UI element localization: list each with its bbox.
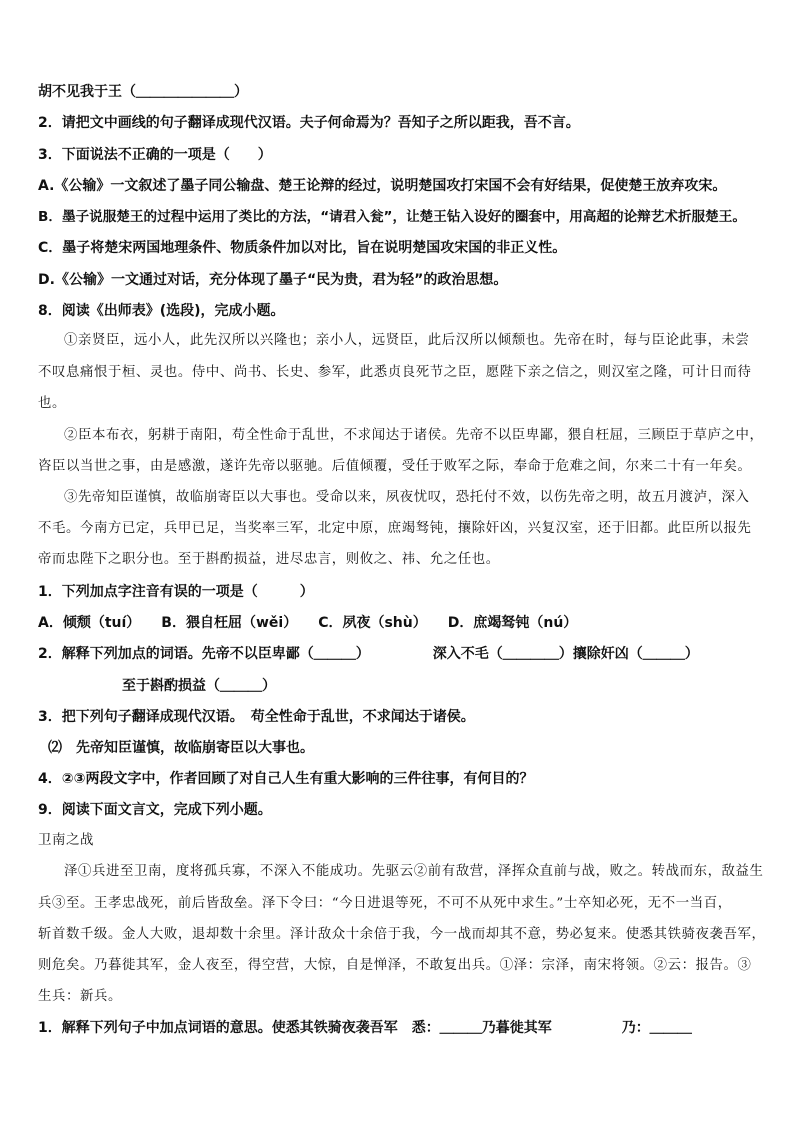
passage-line: 生兵：新兵。 <box>38 989 122 1004</box>
option-line: B．墨子说服楚王的过程中运用了类比的方法，“请君入瓮”，让楚王钻入设好的圈套中，用高超的论辩艺术折服楚王。 <box>38 209 746 225</box>
question-line: 2．请把文中画线的句子翻译成现代汉语。夫子何命焉为？吾知子之所以距我，吾不言。 <box>38 115 580 131</box>
passage-line: 则危矣。乃暮徙其军，金人夜至，得空营，大惊，自是惮泽，不敢复出兵。①泽：宗泽，南宋将领。②云：报告。③ <box>38 958 752 973</box>
question-line: 3．下面说法不正确的一项是（ ） <box>38 147 272 163</box>
text-line: 胡不见我于王（＿＿＿＿＿＿＿） <box>38 84 248 100</box>
passage-line: 帝而忠陛下之职分也。至于斟酌损益，进尽忠言，则攸之、祎、允之任也。 <box>38 552 500 567</box>
passage-line: 兵③至。王孝忠战死，前后皆敌垒。泽下令曰：“今日进退等死，不可不从死中求生。”士卒知必死，无不一当百， <box>38 896 732 911</box>
passage-line: ③先帝知臣谨慎，故临崩寄臣以大事也。受命以来，夙夜忧叹，恐托付不效，以伤先帝之明，故五月渡泸，深入 <box>64 490 750 505</box>
passage-line: 咨臣以当世之事，由是感激，遂许先帝以驱驰。后值倾覆，受任于败军之际，奉命于危难之间，尔来二十有一年矣。 <box>38 459 752 474</box>
question-line: 2．解释下列加点的词语。先帝不以臣卑鄙（＿＿＿） 深入不毛（＿＿＿＿）攘除奸凶（＿＿＿） <box>38 646 699 662</box>
question-line: 4．②③两段文字中，作者回顾了对自己人生有重大影响的三件往事，有何目的？ <box>38 771 534 787</box>
question-line: 3．把下列句子翻译成现代汉语。 苟全性命于乱世，不求闻达于诸侯。 <box>38 709 475 725</box>
passage-line: ①亲贤臣，远小人，此先汉所以兴隆也；亲小人，远贤臣，此后汉所以倾颓也。先帝在时，每与臣论此事，未尝 <box>64 333 750 348</box>
option-line: A．倾颓（tuí） B．猥自枉屈（wěi） C．夙夜（shù） D．庶竭驽钝（nú） <box>38 615 578 631</box>
passage-line: 不叹息痛恨于桓、灵也。侍中、尚书、长史、参军，此悉贞良死节之臣，愿陛下亲之信之，则汉室之隆，可计日而待 <box>38 365 752 380</box>
passage-line: ②臣本布衣，躬耕于南阳，苟全性命于乱世，不求闻达于诸侯。先帝不以臣卑鄙，猥自枉屈，三顾臣于草庐之中， <box>64 428 764 443</box>
question-line: 8．阅读《出师表》(选段)，完成小题。 <box>38 303 285 319</box>
passage-line: 泽①兵进至卫南，度将孤兵寡，不深入不能成功。先驱云②前有敌营，泽挥众直前与战，败之。转战而东，敌益生 <box>64 864 764 879</box>
question-line: 1．下列加点字注音有误的一项是（ ） <box>38 584 314 600</box>
passage-title: 卫南之战 <box>38 833 94 848</box>
question-line: 9．阅读下面文言文，完成下列小题。 <box>38 802 272 818</box>
question-line: 1．解释下列句子中加点词语的意思。使悉其铁骑夜袭吾军 悉：＿＿＿乃暮徙其军 乃：＿＿＿ <box>38 1020 692 1036</box>
question-line: 至于斟酌损益（＿＿＿） <box>38 678 276 694</box>
option-line: C．墨子将楚宋两国地理条件、物质条件加以对比，旨在说明楚国攻宋国的非正义性。 <box>38 240 567 256</box>
question-line: ⑵ 先帝知臣谨慎，故临崩寄臣以大事也。 <box>48 740 314 756</box>
option-line: D.《公输》一文通过对话，充分体现了墨子“民为贵，君为轻”的政治思想。 <box>38 272 508 288</box>
passage-line: 也。 <box>38 396 66 411</box>
option-line: A.《公输》一文叙述了墨子同公输盘、楚王论辩的经过，说明楚国攻打宋国不会有好结果，促使楚王放弃攻宋。 <box>38 178 727 194</box>
passage-line: 斩首数千级。金人大败，退却数十余里。泽计敌众十余倍于我，今一战而却其不意，势必复来。使悉其铁骑夜袭吾军， <box>38 927 766 942</box>
passage-line: 不毛。今南方已定，兵甲已足，当奖率三军，北定中原，庶竭驽钝，攘除奸凶，兴复汉室，还于旧都。此臣所以报先 <box>38 521 752 536</box>
